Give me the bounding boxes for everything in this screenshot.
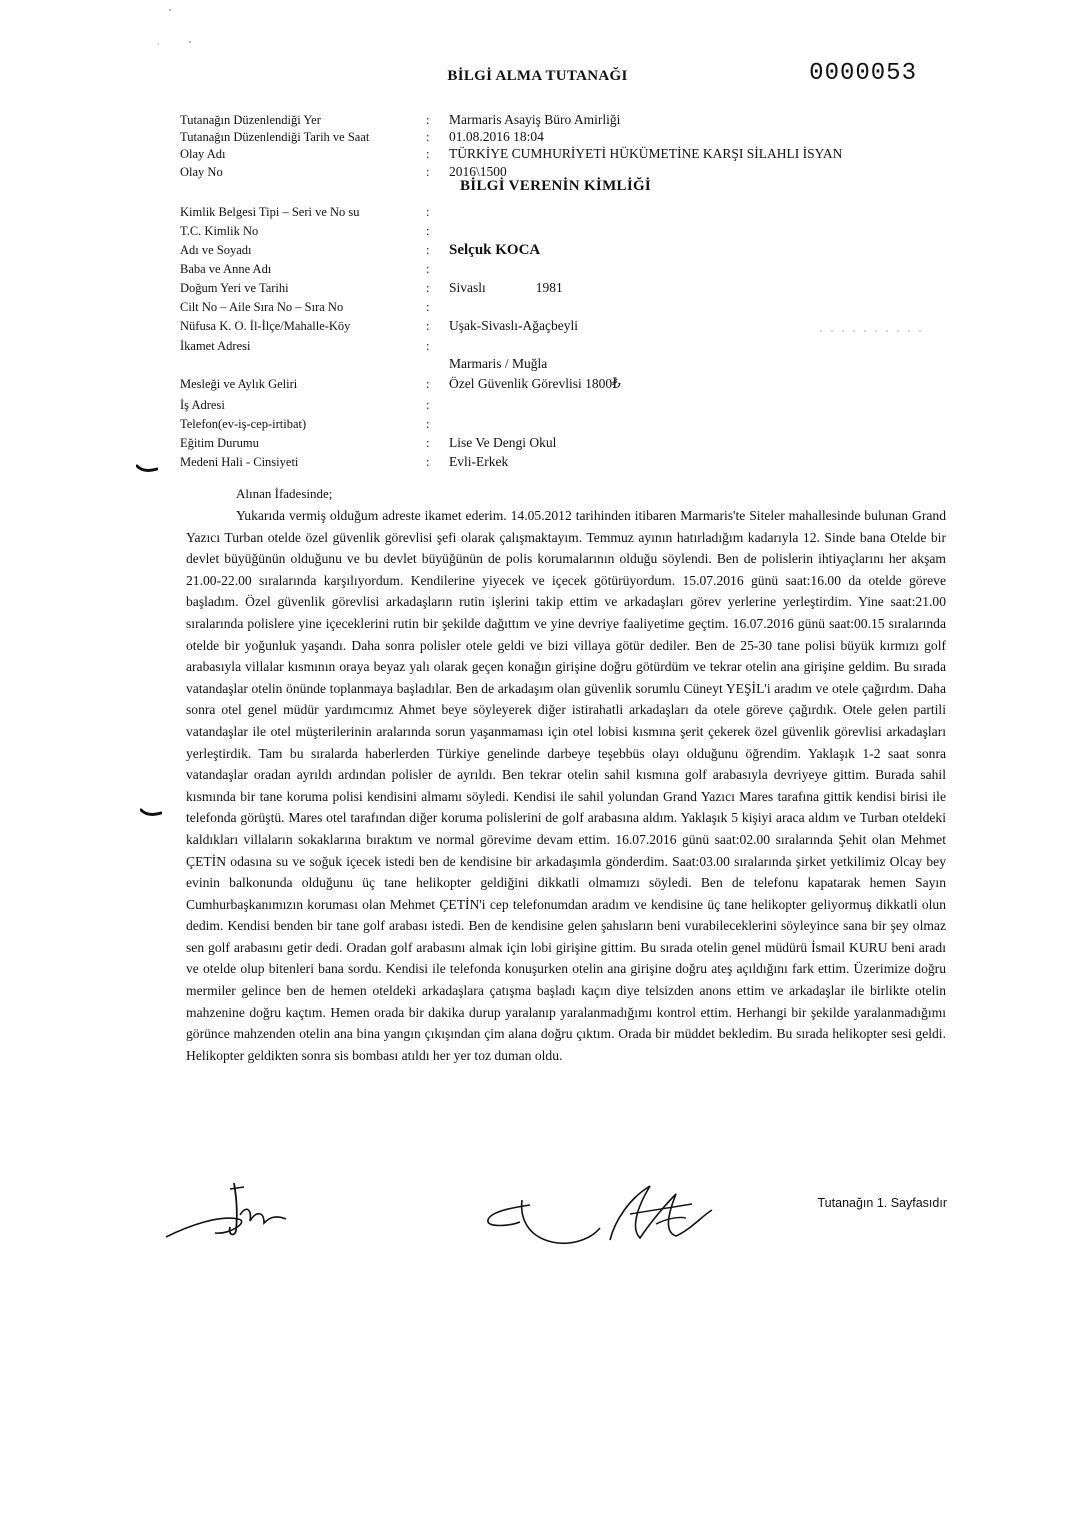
field-row xyxy=(180,241,940,259)
field-label: Cilt No – Aile Sıra No – Sıra No xyxy=(180,300,344,314)
field-label: İkamet Adresi xyxy=(180,339,251,353)
document-number: 0000053 xyxy=(809,60,917,87)
field-colon: : xyxy=(426,113,430,127)
field-colon: : xyxy=(426,339,430,353)
margin-tick-mark xyxy=(136,464,158,474)
margin-tick-mark xyxy=(140,808,162,818)
field-colon: : xyxy=(426,165,430,179)
document-title: BİLGİ ALMA TUTANAĞI xyxy=(447,68,628,84)
field-row xyxy=(180,145,940,163)
field-value: 2016\1500 xyxy=(449,164,507,179)
person-name: Selçuk KOCA xyxy=(449,242,541,258)
field-row xyxy=(180,415,940,433)
field-label: Olay Adı xyxy=(180,147,226,161)
field-value xyxy=(449,279,563,297)
statement-paragraph: Yukarıda vermiş olduğum adreste ikamet ederim. 14.05.2012 tarihinden itibaren Marmaris'te Siteler mahallesinde bulunan Grand Yazıcı Turban otelde özel güvenlik görevlisi şefi olarak çalışmaktayım. Temmuz ayının hatırladığım kadarıyla 12. Sinde bana Otelde bir devlet büyüğünün olduğunu ve bu devlet büyüğünün de polis korumalarının olduğu söylendi. Ben de polislerin ihtiyaçlarını her akşam 21.00-22.00 sıralarında karşılıyordum. Kendilerine yiyecek ve içecek götürüyordum. 15.07.2016 günü saat:16.00 da otelde göreve başladım. Özel güvenlik görevlisi arkadaşların rutin işlerini takip ettim ve arkadaşları görev yerlerine yerleştirdim. Yine saat:21.00 sıralarında polislere yine içeceklerini rutin bir şekilde dağıttım ve yine devriye faaliyetime geçtim. 16.07.2016 günü saat:00.15 sıralarında otelde bir yoğunluk yaşandı. Daha sonra polisler otele geldi ve bizi villaya götür dediler. Ben de 25-30 tane polisi büyük kırmızı golf arabasıyla villalar kısmının oraya beyaz yalı olarak geçen konağın girişine doğru götürdüm ve tekrar otelin ana girişine geldim. Bu sırada vatandaşlar otelin önünde toplanmaya başladılar. Ben de arkadaşım olan güvenlik sorumlu Cüneyt YEŞİL'i aradım ve otele çağırdım. Daha sonra otel genel müdür yardımcımız Ahmet beye söyleyerek diğer istirahatli arkadaşları da otele göreve çağırdık. Otele gelen partili vatandaşlar ile otel müşterilerinin aralarında sorun yaşanmaması için otel lobisi kısmına şerit çekerek özel güvenlik görevlisi arkadaşları yerleştirdik. Tam bu sıralarda haberlerden Türkiye genelinde darbeye teşebbüs olayı olduğunu öğrendim. Yaklaşık 1-2 saat sonra vatandaşlar oradan ayrıldı ardından polisler de ayrıldı. Ben tekrar otelin sahil kısmına golf arabasıyla devriyeye gittim. Burada sahil kısmında bir tane koruma polisi kendisini almamı söyledi. Kendisi ile sahil yolundan Grand Yazıcı Mares tarafına gittik kendisi birisi ile telefonda görüştü. Mares otel tarafından diğer koruma polislerini de golf arabasına aldım. Yaklaşık 5 kişiyi araca aldım ve Turban oteldeki kaldıkları villaların sokaklarına bıraktım ve normal görevime devam ettim. 16.07.2016 günü saat:02.00 sıralarında Şehit olan Mehmet ÇETİN odasına su ve soğuk içecek istedi ben de kendisine bir arkadaşımla gönderdim. Saat:03.00 sıralarında şirket yetkilimiz Olcay bey evinin balkonunda olduğunu üç tane helikopter geldiğini dikkatli olmamızı söyledi. Ben de telefonu kapatarak hemen Sayın Cumhurbaşkanımızın koruması olan Mehmet ÇETİN'i cep telefonumdan aradım ve kendisine üç tane helikopter geliyormuş dikkatli olun dedim. Kendisi benden bir tane golf arabası istedi. Ben de kendisine gelen şahısların beni vurabileceklerini söyleyince sana bir şey olmaz sen golf arabasını getir dedi. Oradan golf arabasını almak için lobi girişine gittim. Bu sırada otelin genel müdürü İsmail KURU beni aradı ve otelde olup bitenleri bana sordu. Kendisi ile telefonda konuşurken otelin ana girişine doğru ateş açıldığını fark ettim. Üzerimize doğru mermiler gelince ben de hemen oteldeki arkadaşlara çatışma başladı kaçın diye telsizden anons ettim ve arkadaşlar ile birlikte otelin mahzenine doğru kaçtım. Hemen orada bir dakika durup yaralanıp yaralanmadığımı kontrol ettim. Herhangi bir şekilde yaralanmadığımı görünce mahzenden otelin ana bina yangın çıkışından çim alana doğru çıktım. Orada bir müddet bekledim. Bu sırada helikopter sesi geldi. Helikopter geldikten sonra sis bombası atıldı her yer toz duman oldu. xyxy=(186,508,946,1063)
field-value: Marmaris Asayiş Büro Amirliği xyxy=(449,112,621,127)
field-colon: : xyxy=(426,243,430,257)
field-row xyxy=(180,375,940,393)
field-label: Tutanağın Düzenlendiği Yer xyxy=(180,113,321,127)
field-value: 01.08.2016 18:04 xyxy=(449,129,544,144)
scan-specks xyxy=(150,4,210,54)
field-row xyxy=(180,337,940,355)
field-label: Baba ve Anne Adı xyxy=(180,262,272,276)
field-colon: : xyxy=(426,205,430,219)
field-row xyxy=(180,203,940,221)
field-colon: : xyxy=(426,300,430,314)
field-label: Doğum Yeri ve Tarihi xyxy=(180,281,289,295)
statement-intro: Alınan İfadesinde; xyxy=(236,486,333,501)
field-row xyxy=(180,260,940,278)
birth-place: Sivaslı xyxy=(449,280,486,295)
field-colon: : xyxy=(426,281,430,295)
field-label: Olay No xyxy=(180,165,223,179)
field-row xyxy=(180,434,940,452)
field-row xyxy=(180,279,940,297)
birth-year: 1981 xyxy=(535,280,563,295)
field-colon: : xyxy=(426,130,430,144)
field-label: Adı ve Soyadı xyxy=(180,243,252,257)
field-value: Evli-Erkek xyxy=(449,454,509,469)
field-label: Medeni Hali - Cinsiyeti xyxy=(180,455,299,469)
field-label: T.C. Kimlik No xyxy=(180,224,259,238)
field-row xyxy=(180,298,940,316)
field-row xyxy=(180,355,940,373)
field-colon: : xyxy=(426,455,430,469)
field-colon: : xyxy=(426,224,430,238)
field-row xyxy=(180,453,940,471)
signature-left xyxy=(160,1175,320,1250)
field-label: Telefon(ev-iş-cep-irtibat) xyxy=(180,417,307,431)
field-row xyxy=(180,111,940,129)
field-label: Nüfusa K. O. İl-İlçe/Mahalle-Köy xyxy=(180,319,351,333)
signature-right xyxy=(480,1180,730,1260)
page-footer: Tutanağın 1. Sayfasıdır xyxy=(817,1196,947,1210)
field-label: Mesleği ve Aylık Geliri xyxy=(180,377,298,391)
field-colon: : xyxy=(426,436,430,450)
scan-artifact xyxy=(820,328,930,334)
section-title: BİLGİ VERENİN KİMLİĞİ xyxy=(460,178,652,194)
field-colon: : xyxy=(426,147,430,161)
field-colon: : xyxy=(426,417,430,431)
field-colon: : xyxy=(426,398,430,412)
field-colon: : xyxy=(426,319,430,333)
field-value: TÜRKİYE CUMHURİYETİ HÜKÜMETİNE KARŞI SİLAHLI İSYAN xyxy=(449,146,843,161)
field-label: İş Adresi xyxy=(180,398,225,412)
field-value: Lise Ve Dengi Okul xyxy=(449,435,557,450)
field-value: Özel Güvenlik Görevlisi 1800₺ xyxy=(449,376,621,391)
statement-body xyxy=(186,505,946,1066)
field-colon: : xyxy=(426,377,430,391)
field-label: Kimlik Belgesi Tipi – Seri ve No su xyxy=(180,205,360,219)
field-row xyxy=(180,396,940,414)
field-label: Tutanağın Düzenlendiği Tarih ve Saat xyxy=(180,130,370,144)
field-row xyxy=(180,128,940,146)
field-label: Eğitim Durumu xyxy=(180,436,259,450)
field-row xyxy=(180,222,940,240)
field-value: Uşak-Sivaslı-Ağaçbeyli xyxy=(449,318,578,333)
field-value: Marmaris / Muğla xyxy=(449,356,548,371)
field-colon: : xyxy=(426,262,430,276)
